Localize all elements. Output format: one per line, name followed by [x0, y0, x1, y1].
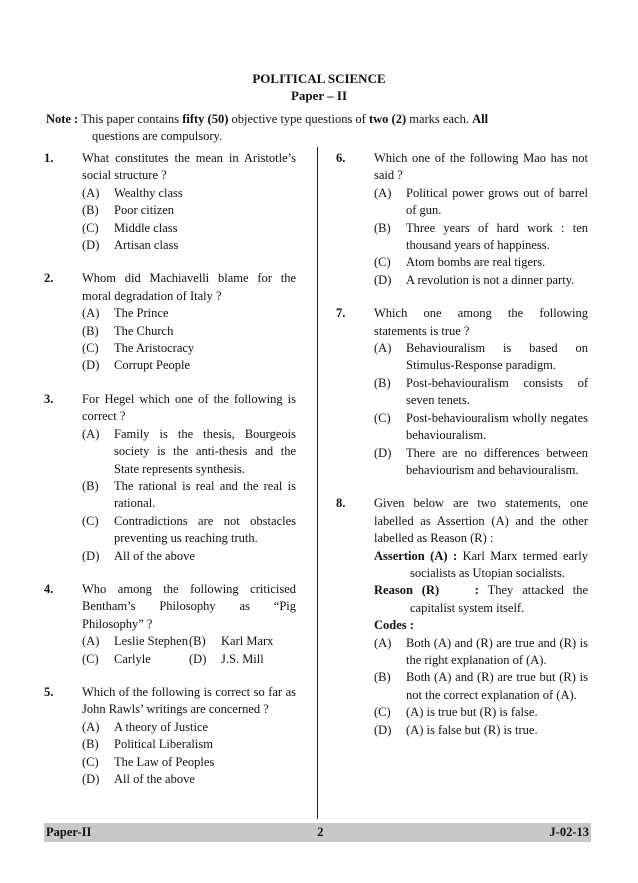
paper-title: Paper – II	[290, 88, 348, 103]
option-a: (A) Political power grows out of barrel of gun.	[374, 185, 588, 218]
option-b: (B) Three years of hard work : ten thousand years of happiness.	[374, 220, 588, 253]
question-number: 2.	[44, 271, 54, 286]
question-text: Given below are two statements, one labelled as Assertion (A) and the other labelled as Reason (R) :	[374, 496, 588, 546]
option-b: (B) The rational is real and the real is rational.	[82, 478, 296, 511]
option-b: (B) Post-behaviouralism consists of seven tenets.	[374, 375, 588, 408]
question-text: Which one among the following statements is true ?	[374, 306, 588, 338]
question-1	[44, 150, 296, 254]
option-a: (A) The Prince	[82, 306, 169, 321]
option-c: (C) Atom bombs are real tigers.	[374, 255, 546, 270]
option-d: (D) There are no differences between behaviourism and behaviouralism.	[374, 445, 588, 477]
note-rest: questions are compulsory.	[92, 129, 223, 143]
subject-title: POLITICAL SCIENCE	[252, 71, 386, 86]
question-number: 4.	[44, 581, 54, 596]
option-b: (B) Political Liberalism	[82, 737, 213, 752]
option-d: (D) Artisan class	[82, 238, 179, 253]
note-pre: This paper contains	[81, 112, 180, 126]
question-text: What constitutes the mean in Aristotle’s social structure ?	[82, 151, 296, 183]
question-7	[336, 305, 588, 479]
note-marks: two (2)	[368, 112, 407, 126]
option-a: (A) Both (A) and (R) are true and (R) is the right explanation of (A).	[374, 635, 588, 667]
option-d: (D) All of the above	[82, 772, 195, 786]
option-c: (C) (A) is true but (R) is false.	[374, 705, 538, 720]
question-text: Whom did Machiavelli blame for the moral degradation of Italy ?	[82, 271, 296, 303]
footer-paper-label: Paper-II	[46, 825, 92, 839]
footer-exam-code: J-02-13	[549, 825, 589, 839]
option-a: (A) Behaviouralism is based on Stimulus-Response paradigm.	[374, 341, 588, 373]
assertion-statement: Assertion (A) : Karl Marx termed early socialists as Utopian socialists.	[374, 548, 588, 580]
option-a: (A) Leslie Stephen	[82, 634, 188, 649]
page-footer	[44, 823, 591, 842]
instructions-note	[46, 111, 591, 145]
option-d: (D) (A) is false but (R) is true.	[374, 722, 538, 737]
left-column	[44, 150, 296, 788]
reason-statement: Reason (R) : They attacked the capitalist system itself.	[374, 583, 589, 615]
footer-page-number: 2	[317, 825, 324, 839]
option-b: (B) Poor citizen	[82, 203, 175, 218]
option-c: (C) Middle class	[82, 220, 178, 235]
question-text: Which one of the following Mao has not said ?	[374, 151, 588, 183]
column-divider	[317, 147, 318, 819]
question-5	[44, 684, 296, 788]
note-label: Note :	[46, 112, 79, 126]
question-number: 1.	[44, 151, 54, 165]
option-b: (B) Karl Marx	[189, 634, 274, 649]
option-c: (C) The Aristocracy	[82, 341, 195, 356]
right-column	[336, 150, 588, 739]
option-d: (D) Corrupt People	[82, 358, 191, 373]
option-c: (C) Post-behaviouralism wholly negates behaviouralism.	[374, 410, 588, 443]
note-post: marks each.	[409, 112, 469, 126]
question-number: 5.	[44, 684, 54, 699]
option-c: (C) Carlyle	[82, 651, 151, 666]
option-a: (A) Family is the thesis, Bourgeois society is the anti-thesis and the State represents synthesis.	[82, 426, 296, 476]
option-b: (B) Both (A) and (R) are true but (R) is not the correct explanation of (A).	[374, 670, 588, 702]
option-a: (A) Wealthy class	[82, 185, 183, 200]
question-2	[44, 270, 296, 374]
question-text: For Hegel which one of the following is correct ?	[82, 391, 296, 424]
question-number: 7.	[336, 306, 346, 321]
option-d: (D) A revolution is not a dinner party.	[374, 272, 575, 287]
option-d: (D) J.S. Mill	[189, 651, 264, 666]
note-count: fifty (50)	[182, 112, 229, 126]
codes-label: Codes :	[374, 618, 414, 633]
option-b: (B) The Church	[82, 323, 174, 338]
question-3	[44, 391, 296, 565]
option-d: (D) All of the above	[82, 548, 195, 563]
note-all: All	[472, 112, 489, 126]
question-text: Which of the following is correct so far as John Rawls’ writings are concerned ?	[82, 684, 296, 717]
question-text: Who among the following criticised Bentham’s Philosophy as “Pig Philosophy” ?	[82, 581, 296, 631]
question-number: 3.	[44, 391, 54, 406]
option-a: (A) A theory of Justice	[82, 719, 209, 734]
question-6	[336, 150, 588, 289]
question-number: 6.	[336, 151, 346, 165]
question-8	[336, 495, 588, 739]
option-c: (C) The Law of Peoples	[82, 754, 215, 769]
question-4	[44, 581, 296, 668]
question-number: 8.	[336, 496, 346, 511]
note-mid: objective type questions of	[231, 112, 366, 126]
option-c: (C) Contradictions are not obstacles preventing us reaching truth.	[82, 513, 296, 546]
